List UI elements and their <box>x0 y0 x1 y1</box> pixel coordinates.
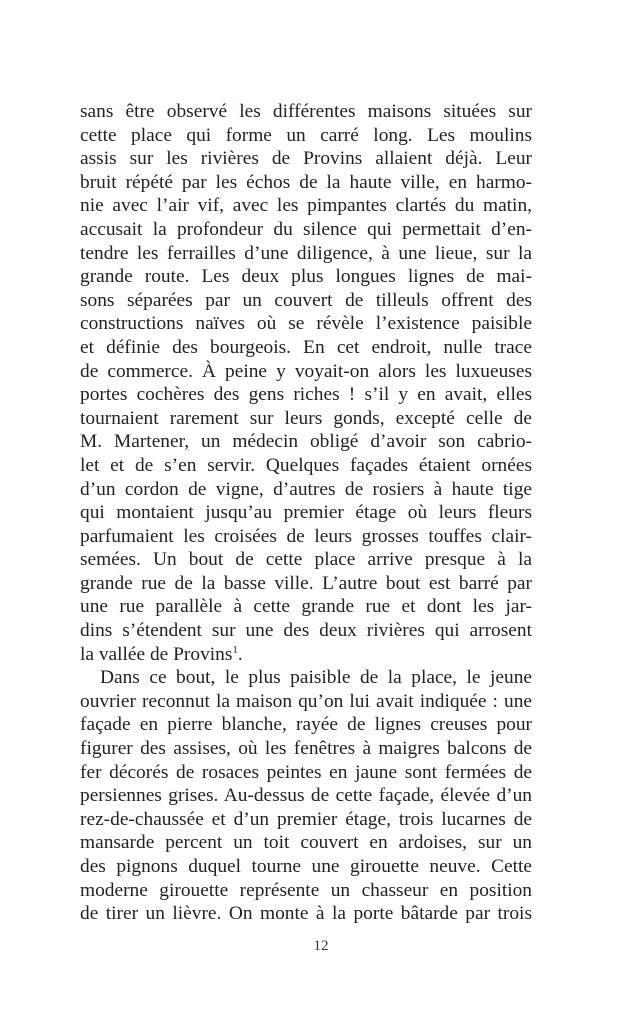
line-text: grande rue de la basse ville. L’autre bout est barré par <box>80 572 532 594</box>
line-text: et définie des bourgeois. En cet endroit, nulle trace <box>80 336 532 358</box>
text-line <box>80 124 532 148</box>
line-text: constructions naïves où se révèle l’existence paisible <box>80 313 532 335</box>
line-text: la vallée de Provins <box>80 643 233 665</box>
line-text: grande route. Les deux plus longues lignes de mai- <box>80 266 532 288</box>
line-text: semées. Un bout de cette place arrive presque à la <box>80 549 532 571</box>
text-line <box>80 737 532 761</box>
line-text: parfumaient les croisées de leurs grosses touffes clair- <box>80 525 532 547</box>
text-line <box>80 572 532 596</box>
line-text: tendre les ferrailles d’une diligence, à une lieue, sur la <box>80 242 532 264</box>
line-text: fer décorés de rosaces peintes en jaune sont fermées de <box>80 761 532 783</box>
text-line <box>80 761 532 785</box>
line-text: nie avec l’air vif, avec les pimpantes clartés du matin, <box>80 195 532 217</box>
line-text: accusait la profondeur du silence qui permettait d’en- <box>80 218 532 240</box>
text-line <box>80 831 532 855</box>
text-line <box>80 808 532 832</box>
text-line <box>80 501 532 525</box>
text-line <box>80 478 532 502</box>
line-text: persiennes grises. Au-dessus de cette façade, élevée d’un <box>80 785 532 807</box>
line-text: de commerce. À peine y voyait-on alors les luxueuses <box>80 360 532 382</box>
paragraph-1 <box>80 100 532 666</box>
text-line <box>80 643 532 667</box>
line-text: mansarde percent un toit couvert en ardoises, sur un <box>80 832 532 854</box>
text-line <box>80 312 532 336</box>
line-text: cette place qui forme un carré long. Les moulins <box>80 124 532 146</box>
line-text: qui montaient jusqu’au premier étage où leurs fleurs <box>80 502 532 524</box>
text-line <box>80 454 532 478</box>
line-text: bruit répété par les échos de la haute ville, en harmo- <box>80 171 532 193</box>
line-text: Dans ce bout, le plus paisible de la place, le jeune <box>100 667 532 689</box>
text-line <box>80 360 532 384</box>
text-line <box>80 713 532 737</box>
line-text: moderne girouette représente un chasseur en position <box>80 879 532 901</box>
text-line <box>80 218 532 242</box>
line-text: portes cochères des gens riches ! s’il y en avait, elles <box>80 384 532 406</box>
sentence-end: . <box>237 643 243 665</box>
text-line <box>80 383 532 407</box>
text-line <box>80 147 532 171</box>
text-line <box>80 525 532 549</box>
line-text: rez-de-chaussée et d’un premier étage, trois lucarnes de <box>80 808 532 830</box>
text-line <box>80 690 532 714</box>
text-line <box>80 595 532 619</box>
text-line <box>80 879 532 903</box>
line-text: sans être observé les différentes maisons situées sur <box>80 101 532 122</box>
text-line <box>80 666 532 690</box>
line-text: dins s’étendent sur une des deux rivières qui arrosent <box>80 620 532 642</box>
line-text: M. Martener, un médecin obligé d’avoir son cabrio- <box>80 431 532 453</box>
text-line <box>80 194 532 218</box>
text-line <box>80 336 532 360</box>
line-text: tournaient rarement sur leurs gonds, excepté celle de <box>80 407 532 429</box>
text-line <box>80 902 532 926</box>
text-line <box>80 265 532 289</box>
line-text: ouvrier reconnut la maison qu’on lui avait indiquée : une <box>80 690 532 712</box>
line-text: une rue parallèle à cette grande rue et dont les jar- <box>80 596 532 618</box>
text-line <box>80 855 532 879</box>
line-text: let et de s’en servir. Quelques façades étaient ornées <box>80 454 532 476</box>
text-line <box>80 242 532 266</box>
text-line <box>80 619 532 643</box>
line-text: d’un cordon de vigne, d’autres de rosiers à haute tige <box>80 478 532 500</box>
footnote-marker[interactable]: 1 <box>232 643 238 656</box>
body-text <box>80 100 532 926</box>
text-line <box>80 430 532 454</box>
text-line <box>80 100 532 124</box>
page-number: 12 <box>313 938 329 954</box>
paragraph-2 <box>80 666 532 926</box>
line-text: assis sur les rivières de Provins allaient déjà. Leur <box>80 148 532 170</box>
text-line <box>80 407 532 431</box>
line-text: figurer des assises, où les fenêtres à maigres balcons de <box>80 738 532 760</box>
line-text: des pignons duquel tourne une girouette neuve. Cette <box>80 856 532 877</box>
text-line <box>80 784 532 808</box>
text-line <box>80 289 532 313</box>
line-text: de tirer un lièvre. On monte à la porte bâtarde par trois <box>80 903 532 925</box>
text-line <box>80 171 532 195</box>
line-text: sons séparées par un couvert de tilleuls offrent des <box>80 289 532 311</box>
text-line <box>80 548 532 572</box>
line-text: façade en pierre blanche, rayée de lignes creuses pour <box>80 714 532 736</box>
